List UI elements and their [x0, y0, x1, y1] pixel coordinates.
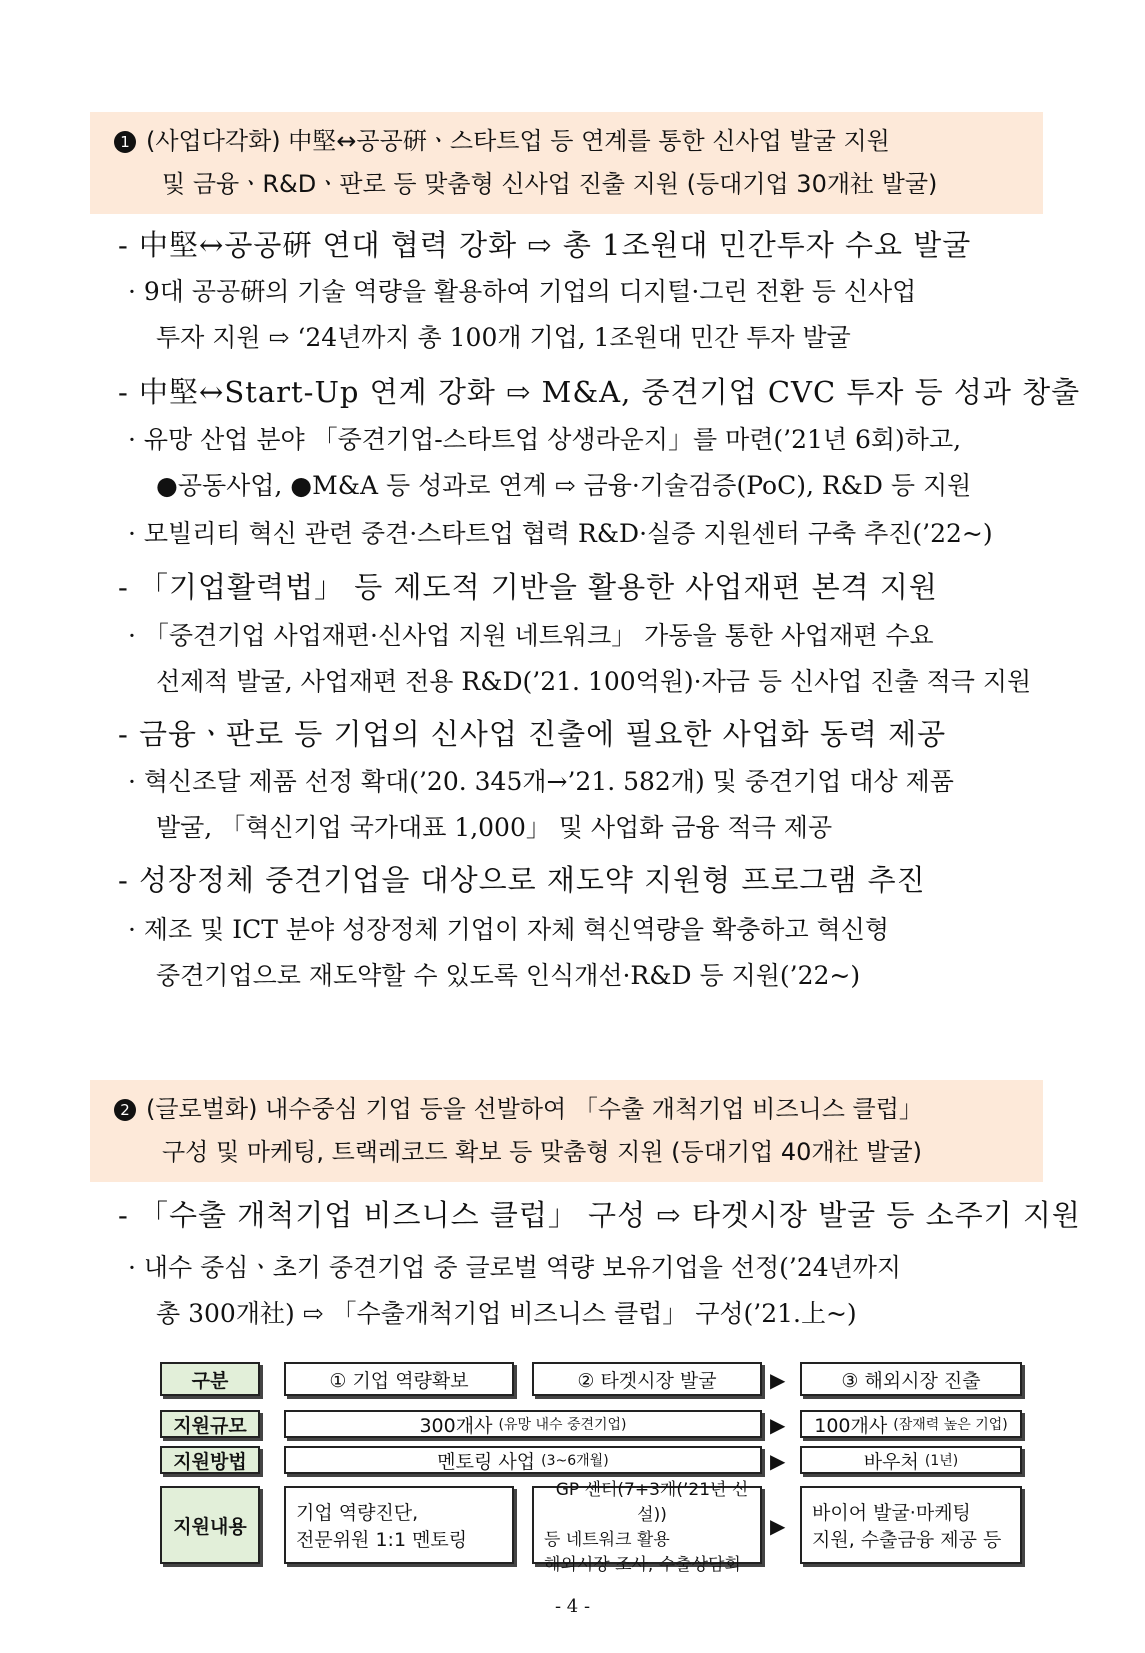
scale-stage3-note: (잠재력 높은 기업)	[893, 1417, 1008, 1433]
section1-line2: 및 금융ㆍR&Dㆍ판로 등 맞춤형 신사업 진출 지원 (등대기업 30개社 발굴)	[162, 170, 938, 198]
arrow-icon: ▶	[770, 1449, 786, 1473]
section1-box	[90, 112, 1043, 214]
arrow-icon: ▶	[770, 1514, 786, 1538]
section1-line1: (사업다각화) 中堅↔공공硏ㆍ스타트업 등 연계를 통한 신사업 발굴 지원	[146, 127, 890, 155]
scale-stage1-2-note: (유망 내수 중견기업)	[498, 1417, 627, 1433]
row-label-method: 지원방법	[160, 1446, 260, 1474]
method-stage1-2	[284, 1446, 762, 1474]
bullet-dot-4-text: · 「중견기업 사업재편·신사업 지원 네트워크」 가동을 통한 사업재편 수요	[128, 621, 934, 650]
row-label-scale: 지원규모	[160, 1410, 260, 1438]
method-stage1-2-note: (3~6개월)	[541, 1453, 609, 1469]
bullet-dot-5	[128, 762, 954, 844]
content-stage3-line2: 지원, 수출금융 제공 등	[812, 1529, 1002, 1551]
table-header-stage2: ② 타겟시장 발굴	[532, 1362, 762, 1396]
bullet-dot-6-cont: 중견기업으로 재도약할 수 있도록 인식개선·R&D 등 지원(’22~)	[156, 961, 861, 990]
bullet-dot-2	[128, 420, 971, 502]
section2-number-badge: 2	[114, 1099, 136, 1121]
table-header-category: 구분	[160, 1362, 260, 1396]
bullet-dot-4-cont: 선제적 발굴, 사업재편 전용 R&D(’21. 100억원)·자금 등 신사업 진출 적극 지원	[156, 667, 1032, 696]
bullet-dash-4: - 금융ㆍ판로 등 기업의 신사업 진출에 필요한 사업화 동력 제공	[118, 717, 947, 751]
content-stage1-line1: 기업 역량진단,	[296, 1502, 419, 1524]
bullet-dot-1-text: · 9대 공공硏의 기술 역량을 활용하여 기업의 디지털·그린 전환 등 신사업	[128, 277, 917, 306]
bullet-dash-5: - 성장정체 중견기업을 대상으로 재도약 지원형 프로그램 추진	[118, 863, 926, 897]
bullet-dot-5-cont: 발굴, 「혁신기업 국가대표 1,000」 및 사업화 금융 적극 제공	[156, 813, 833, 842]
bullet-dot-4	[128, 616, 1031, 698]
section2-box	[90, 1080, 1043, 1182]
bullet-dot-7	[128, 1248, 901, 1330]
table-header-stage3: ③ 해외시장 진출	[800, 1362, 1022, 1396]
bullet-dot-3	[128, 514, 993, 550]
bullet-dash-3: - 「기업활력법」 등 제도적 기반을 활용한 사업재편 본격 지원	[118, 570, 938, 604]
method-stage3	[800, 1446, 1022, 1474]
scale-stage3	[800, 1410, 1022, 1438]
row-label-content: 지원내용	[160, 1486, 260, 1564]
scale-stage1-2-value: 300개사	[419, 1414, 493, 1437]
arrow-icon: ▶	[770, 1368, 786, 1392]
content-stage2	[532, 1480, 762, 1575]
bullet-dot-1	[128, 272, 916, 354]
bullet-dash-1: - 中堅↔공공硏 연대 협력 강화 ⇨ 총 1조원대 민간투자 수요 발굴	[118, 228, 972, 262]
content-stage1	[284, 1486, 514, 1564]
scale-stage1-2	[284, 1410, 762, 1438]
bullet-dot-6-text: · 제조 및 ICT 분야 성장정체 기업이 자체 혁신역량을 확충하고 혁신형	[128, 915, 889, 944]
table-header-stage1: ① 기업 역량확보	[284, 1362, 514, 1396]
section2-line2: 구성 및 마케팅, 트랙레코드 확보 등 맞춤형 지원 (등대기업 40개社 발굴)	[162, 1138, 922, 1166]
content-stage2-line1: GP 센터(7+3개(’21년 신설))	[555, 1480, 749, 1525]
bullet-dot-5-text: · 혁신조달 제품 선정 확대(’20. 345개→’21. 582개) 및 중견기업 대상 제품	[128, 767, 954, 796]
content-stage3	[800, 1486, 1022, 1564]
bullet-dot-7-cont: 총 300개社) ⇨ 「수출개척기업 비즈니스 클럽」 구성(’21.上~)	[156, 1299, 857, 1328]
bullet-dash-6: - 「수출 개척기업 비즈니스 클럽」 구성 ⇨ 타겟시장 발굴 등 소주기 지원	[118, 1198, 1081, 1232]
bullet-dot-1-cont: 투자 지원 ⇨ ‘24년까지 총 100개 기업, 1조원대 민간 투자 발굴	[156, 323, 851, 352]
method-stage1-2-value: 멘토링 사업	[437, 1450, 536, 1473]
bullet-dot-7-text: · 내수 중심ㆍ초기 중견기업 중 글로벌 역량 보유기업을 선정(’24년까지	[128, 1253, 902, 1282]
bullet-dot-6	[128, 910, 889, 992]
arrow-icon: ▶	[770, 1413, 786, 1437]
bullet-dash-2: - 中堅↔Start-Up 연계 강화 ⇨ M&A, 중견기업 CVC 투자 등 성과 창출	[118, 375, 1081, 409]
content-stage2-line2: 등 네트워크 활용	[544, 1530, 670, 1550]
method-stage3-value: 바우처	[863, 1450, 919, 1473]
section1-number-badge: 1	[114, 131, 136, 153]
bullet-dot-2-cont: ●공동사업, ●M&A 등 성과로 연계 ⇨ 금융·기술검증(PoC), R&D 등 지원	[156, 471, 972, 500]
bullet-dot-3-text: · 모빌리티 혁신 관련 중견·스타트업 협력 R&D·실증 지원센터 구축 추진(’22~)	[128, 519, 993, 548]
content-stage3-line1: 바이어 발굴·마케팅	[812, 1502, 971, 1524]
bullet-dot-2-text: · 유망 산업 분야 「중견기업-스타트업 상생라운지」를 마련(’21년 6회)하고,	[128, 425, 962, 454]
page-number: - 4 -	[554, 1596, 591, 1617]
content-stage1-line2: 전문위원 1:1 멘토링	[296, 1529, 468, 1551]
method-stage3-note: (1년)	[924, 1453, 959, 1469]
content-stage2-line3: 해외시장 조사, 수출상담회	[544, 1555, 741, 1575]
section2-line1: (글로벌화) 내수중심 기업 등을 선발하여 「수출 개척기업 비즈니스 클럽」	[146, 1095, 923, 1123]
scale-stage3-value: 100개사	[814, 1414, 888, 1437]
